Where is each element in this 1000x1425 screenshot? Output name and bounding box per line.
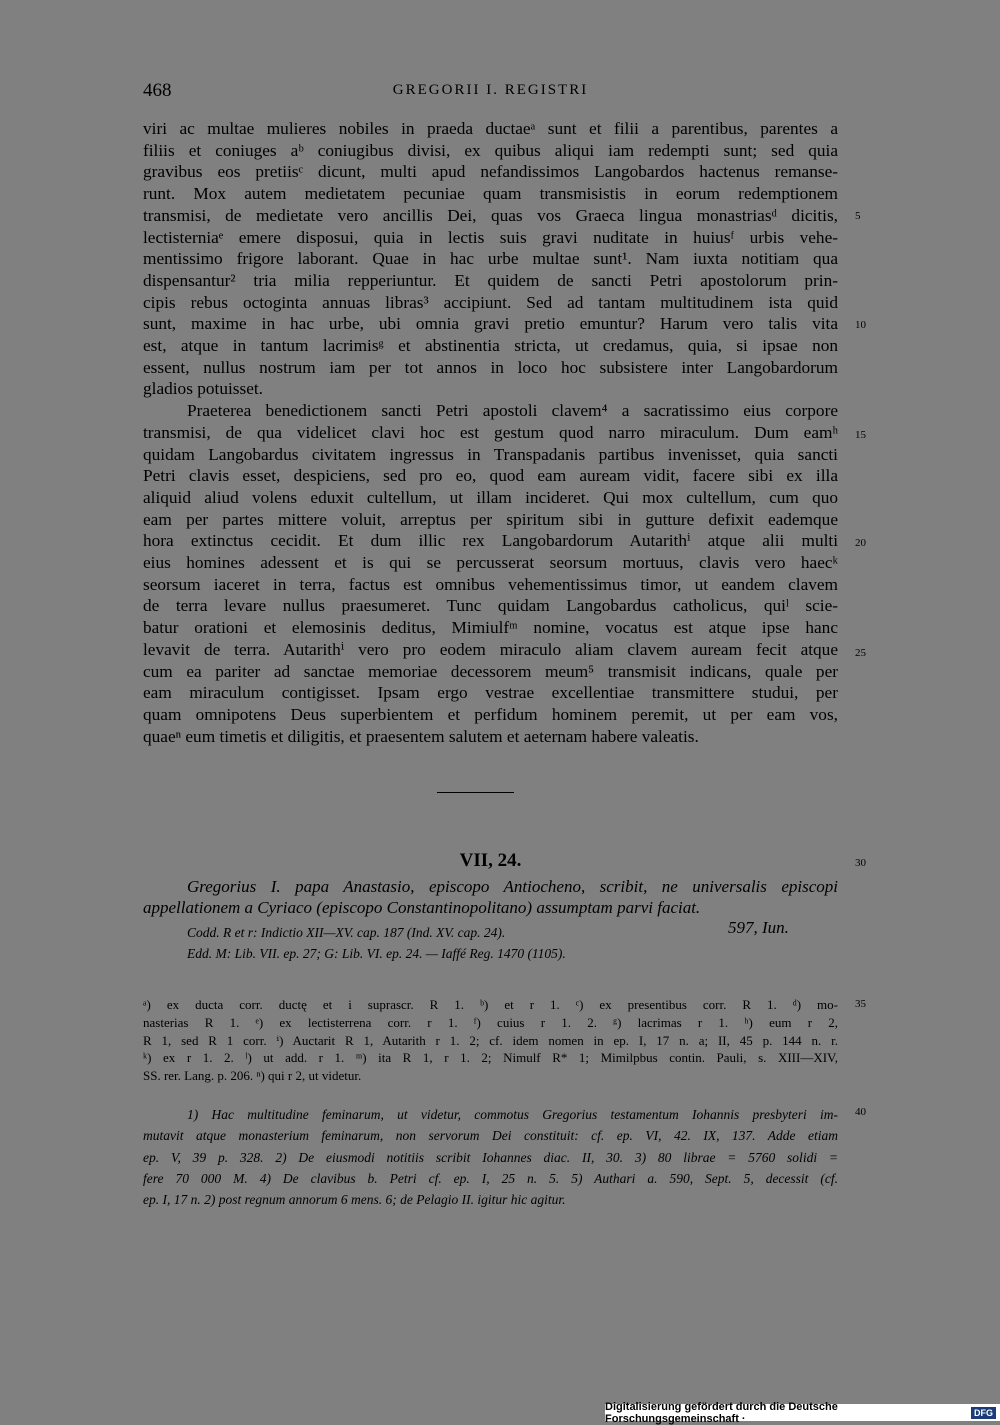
footnote-line: mutavit atque monasterium feminarum, non servorum Dei constituit: cf. ep. VI, 42. IX, 137. Adde etiam (143, 1128, 838, 1144)
text-line: lectisterniaᵉ emere disposui, quia in lectis suis gravi nuditate in huiusᶠ urbis vehe- (143, 227, 838, 247)
text-line: est, atque in tantum lacrimisᵍ et abstinentia stricta, ut credamus, quia, si ipsae non (143, 336, 838, 356)
footnote-line: fere 70 000 M. 4) De clavibus b. Petri cf. ep. I, 25 n. 5. 5) Authari a. 590, Sept. 5, decessit (cf. (143, 1170, 838, 1186)
summary-line: appellationem a Cyriaco (episcopo Constantinopolitano) assumptam parvi faciat. (143, 898, 701, 917)
text-line: eam miraculum contigisset. Ipsam ergo vestrae excellentiae transmittere studui, per (143, 683, 838, 703)
text-line: Praeterea benedictionem sancti Petri apostoli clavem⁴ a sacratissimo eius corpore (187, 401, 838, 421)
text-line: aliquid aliud volens eduxit cultellum, ut illam incideret. Qui mox cultellum, cum quo (143, 487, 838, 507)
page-number: 468 (143, 80, 172, 101)
letter-summary (143, 876, 838, 918)
running-head: GREGORII I. REGISTRI (392, 82, 589, 98)
text-line: quaeⁿ eum timetis et diligitis, et praesentem salutem et aeternam habere valeatis. (143, 726, 699, 746)
text-line: de terra levare nullus praesumeret. Tunc quidam Langobardus catholicus, quiˡ scie- (143, 596, 838, 616)
text-line: gravibus eos pretiisᶜ dicunt, multi apud nefandissimos Langobardos hactenus remanse- (143, 162, 838, 182)
manuscript-sources (187, 922, 807, 964)
editions-line: Edd. M: Lib. VII. ep. 27; G: Lib. VI. ep. 24. — Iaffé Reg. 1470 (1105). (187, 946, 566, 961)
text-line: cum ea pariter ad sanctae memoriae decessorem meum⁵ transmisit indicans, quale per (143, 661, 838, 681)
text-line: gladios potuisset. (143, 379, 264, 399)
line-number: 35 (855, 998, 866, 1010)
apparatus-line: ᵃ) ex ducta corr. ductę et i suprascr. R 1. ᵇ) et r 1. ᶜ) ex presentibus corr. R 1. ᵈ) mo- (143, 997, 838, 1012)
text-line: eam per partes mittere voluit, arreptus per spiritum sibi in gutture defixit eademque (143, 509, 838, 529)
footer-text: Digitalisierung gefördert durch die Deutsche Forschungsgemeinschaft · (605, 1400, 838, 1425)
text-line: hora extinctus cecidit. Et dum illic rex Langobardorum Autarithⁱ atque alii multi (143, 531, 838, 551)
footnote-line: ep. V, 39 p. 328. 2) De eiusmodi notitiis scribit Iohannes diac. II, 30. 3) 80 librae = 5760 solidi = (143, 1149, 838, 1165)
critical-apparatus (143, 996, 838, 1085)
text-line: transmisi, de qua videlicet clavi hoc est gestum quod narro miraculum. Dum eamʰ (143, 422, 838, 442)
apparatus-line: ᵏ) ex r 1. 2. ˡ) ut add. r 1. ᵐ) ita R 1, r 1. 2; Nimulf R* 1; Mimilpbus contin. Pauli, s. XIII—XIV, (143, 1050, 838, 1066)
text-line: cipis rebus octoginta annuas libras³ accipiunt. Sed ad tantam multitudinem ista quid (143, 292, 838, 312)
line-number: 25 (855, 647, 866, 659)
apparatus-line: nasterias R 1. ᵉ) ex lectisterrena corr. r 1. ᶠ) cuius r 1. 2. ᵍ) lacrimas r 1. ʰ) eum r 2, (143, 1014, 838, 1030)
summary-line: Gregorius I. papa Anastasio, episcopo Antiocheno, scribit, ne universalis episcopi (187, 877, 838, 896)
apparatus-line: R 1, sed R 1 corr. ⁱ) Auctarit R 1, Autarith r 1. 2; cf. idem nomen in ep. I, 17 n. a; II, 45 p. 144 n. r. (143, 1032, 838, 1048)
digitization-footer (605, 1400, 1000, 1425)
apparatus-line: SS. rer. Lang. p. 206. ⁿ) qui r 2, ut videtur. (143, 1068, 362, 1084)
text-line: transmisi, de medietate vero ancillis Dei, quas vos Graeca lingua monastriasᵈ dicitis, (143, 205, 838, 225)
footnote-line: 1) Hac multitudine feminarum, ut videtur, commotus Gregorius testamentum Iohannis presbyteri im- (187, 1107, 838, 1122)
footnotes (143, 1104, 838, 1210)
text-line: sunt, maxime in hac urbe, ubi omnia gravi pretio emuntur? Harum vero talis vita (143, 314, 838, 334)
line-number: 30 (855, 857, 866, 869)
text-line: dispensantur² tria milia repperiuntur. Et quidem de sancti Petri apostolorum prin- (143, 270, 838, 290)
text-line: viri ac multae mulieres nobiles in praeda ductaeᵃ sunt et filii a parentibus, parentes a (143, 119, 838, 138)
line-number: 40 (855, 1106, 866, 1118)
footnote-line: ep. I, 17 n. 2) post regnum annorum 6 mens. 6; de Pelagio II. igitur hic agitur. (143, 1192, 566, 1208)
text-line: filiis et coniuges aᵇ coniugibus divisi, ex quibus aliqui iam redempti sunt; sed quia (143, 140, 838, 160)
line-number: 5 (855, 210, 861, 222)
text-line: batur orationi et elemosinis deditus, Mimiulfᵐ nomine, vocatus est atque ipse hanc (143, 618, 838, 638)
page-header (143, 80, 838, 106)
text-line: Petri clavis esset, despiciens, sed pro eo, quod eam auream vidit, facere sibi ex illa (143, 466, 838, 486)
dfg-logo: DFG (971, 1407, 996, 1419)
main-text (143, 118, 838, 747)
text-line: quidam Langobardus civitatem ingressus in Transpadanis partibus invenisset, quia sancti (143, 444, 838, 464)
line-number: 10 (855, 319, 866, 331)
codices-line: Codd. R et r: Indictio XII—XV. cap. 187 (Ind. XV. cap. 24). (187, 925, 506, 940)
text-line: quam omnipotens Deus superbientem et perfidum hominem peremit, ut per eam vos, (143, 704, 838, 724)
line-number: 20 (855, 537, 866, 549)
letter-heading: VII, 24. (459, 850, 522, 871)
text-line: runt. Mox autem medietatem pecuniae quam transmisistis in eorum redemptionem (143, 184, 838, 204)
text-line: mentissimo frigore laborant. Quae in hac urbe multae sunt¹. Nam iuxta notitiam qua (143, 249, 838, 269)
line-number: 15 (855, 429, 866, 441)
text-line: levavit de terra. Autarithⁱ vero pro eodem miraculo aliam clavem auream fecit atque (143, 639, 838, 659)
letter-date: 597, Iun. (728, 918, 789, 937)
text-line: seorsum iaceret in terra, factus est omnibus vehementissimus timor, ut eandem clavem (143, 574, 838, 594)
text-line: essent, nullus nostrum iam per tot annos in loco hoc subsistere inter Langobardorum (143, 357, 838, 377)
text-line: eius homines adessent et is qui se percusserat seorsum mortuus, clavis vero haecᵏ (143, 553, 838, 573)
section-divider (437, 792, 514, 793)
